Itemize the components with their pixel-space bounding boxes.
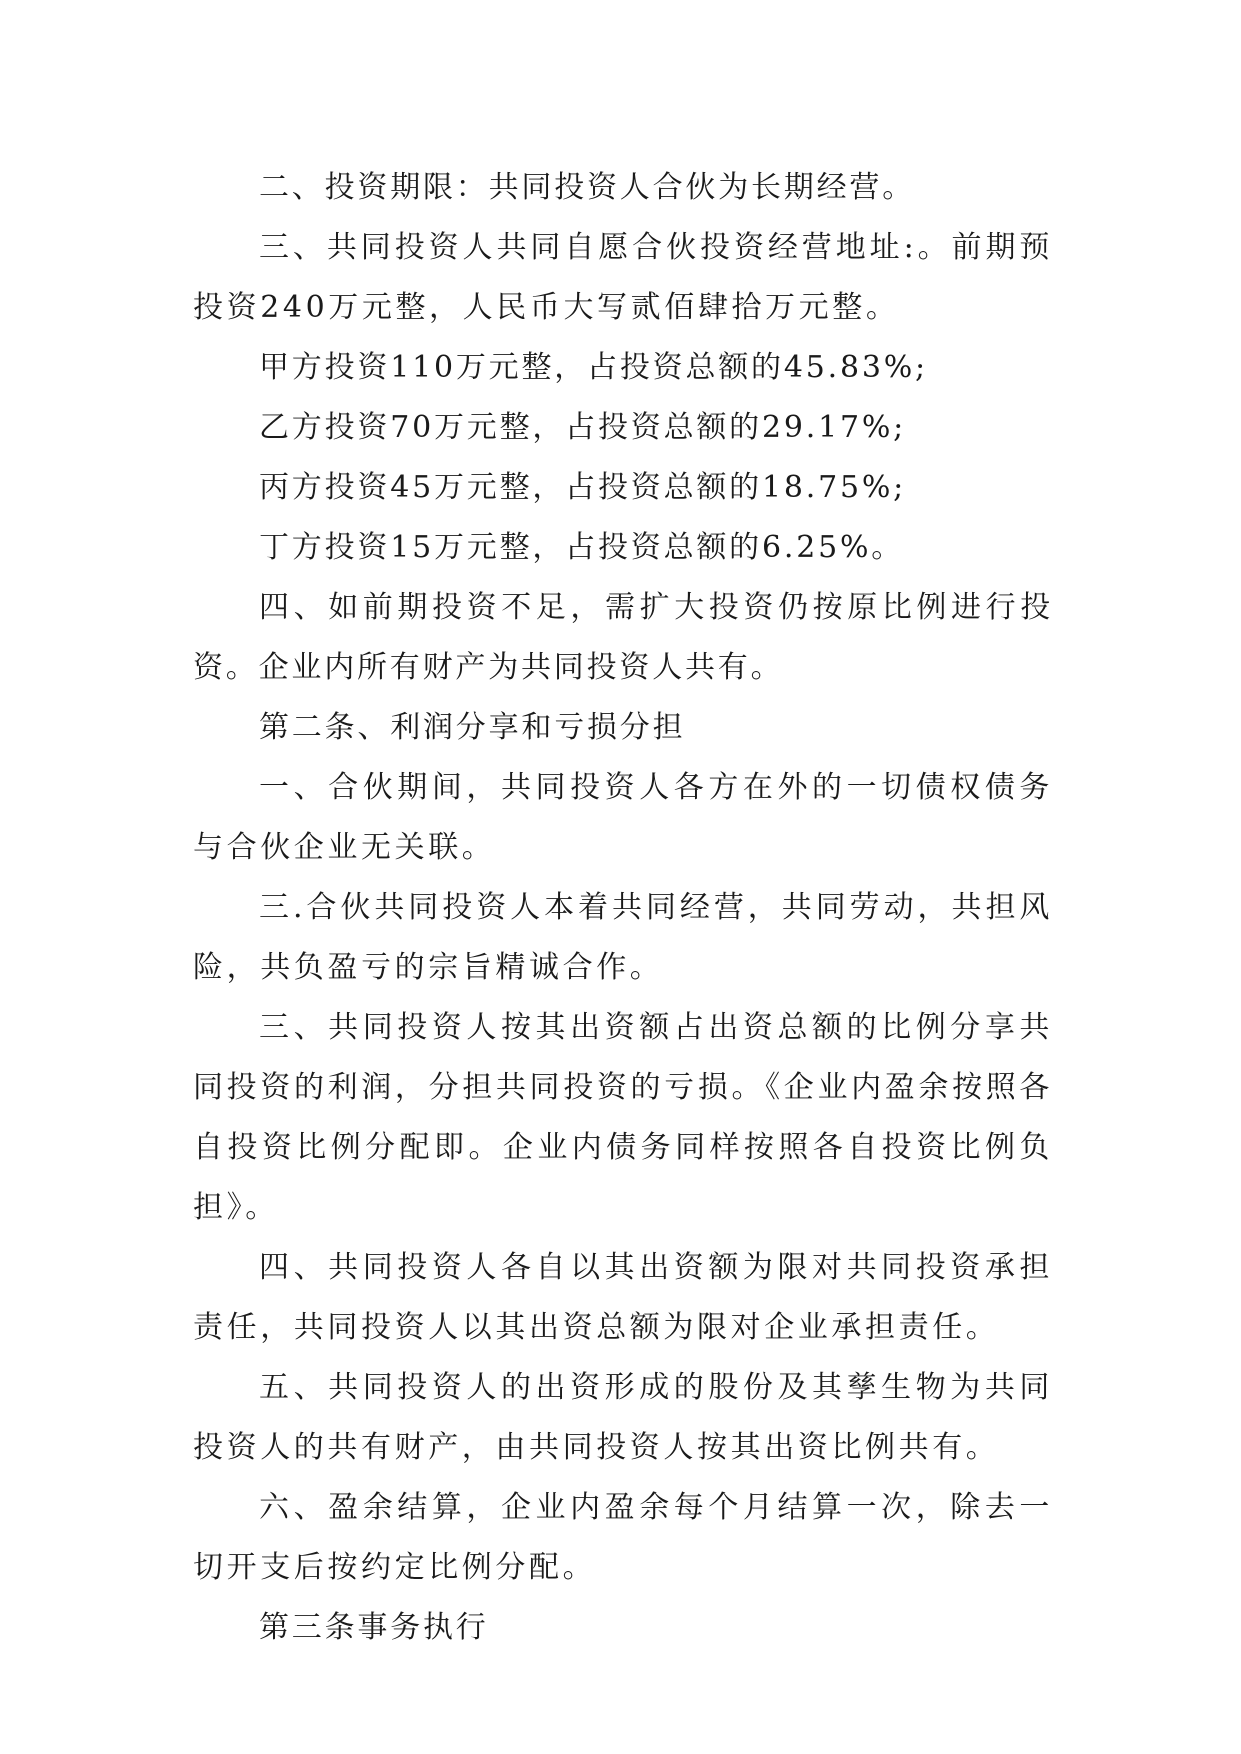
paragraph-investment-address: 三、共同投资人共同自愿合伙投资经营地址:。前期预投资240万元整，人民币大写贰佰肆拾万元整。 [193,230,1053,325]
paragraph-cooperation-principle: 三.合伙共同投资人本着共同经营，共同劳动，共担风险，共负盈亏的宗旨精诚合作。 [193,890,1053,985]
paragraph-party-d-investment: 丁方投资15万元整，占投资总额的6.25%。 [259,530,905,565]
paragraph-profit-sharing: 三、共同投资人按其出资额占出资总额的比例分享共同投资的利润，分担共同投资的亏损。《企业内盈余按照各自投资比例分配即。企业内债务同样按照各自投资比例负担》。 [193,1010,1053,1225]
document-body [193,158,1053,1658]
paragraph-party-c-investment: 丙方投资45万元整，占投资总额的18.75%; [259,470,907,505]
paragraph-liability-limit: 四、共同投资人各自以其出资额为限对共同投资承担责任，共同投资人以其出资总额为限对企业承担责任。 [193,1250,1053,1345]
paragraph-party-b-investment: 乙方投资70万元整，占投资总额的29.17%; [259,410,907,445]
section-heading-article-3: 第三条事务执行 [259,1610,489,1645]
paragraph-party-a-investment: 甲方投资110万元整，占投资总额的45.83%; [259,350,928,385]
paragraph-additional-investment: 四、如前期投资不足，需扩大投资仍按原比例进行投资。企业内所有财产为共同投资人共有。 [193,590,1053,685]
paragraph-monthly-settlement: 六、盈余结算，企业内盈余每个月结算一次，除去一切开支后按约定比例分配。 [193,1490,1053,1585]
paragraph-investment-term: 二、投资期限：共同投资人合伙为长期经营。 [259,170,915,205]
section-heading-article-2: 第二条、利润分享和亏损分担 [259,710,686,745]
paragraph-joint-property: 五、共同投资人的出资形成的股份及其孳生物为共同投资人的共有财产，由共同投资人按其出资比例共有。 [193,1370,1053,1465]
paragraph-debts-unrelated: 一、合伙期间，共同投资人各方在外的一切债权债务与合伙企业无关联。 [193,770,1053,865]
